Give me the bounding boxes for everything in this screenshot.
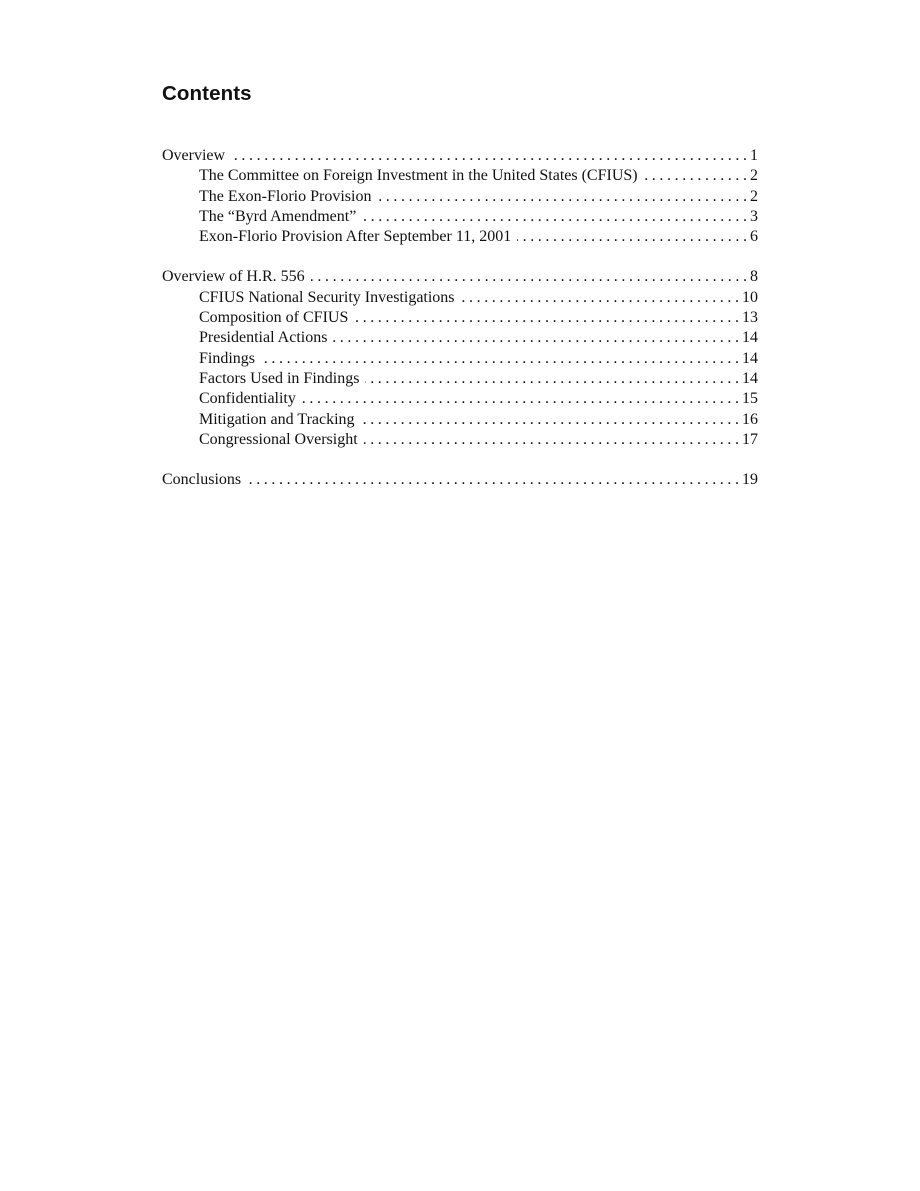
toc-section-overview-of-hr-556 [162,267,758,450]
toc-entry-title: Overview of H.R. 556 [162,268,305,286]
dot-leader [311,267,747,287]
toc-page-number: 8 [750,268,758,286]
dot-leader [361,410,739,430]
toc-entry[interactable] [162,267,758,287]
toc-entry[interactable] [162,470,758,490]
toc-subentry[interactable] [162,389,758,409]
toc-subentry-title: CFIUS National Security Investigations [199,288,455,306]
toc-subentry-title: The Exon-Florio Provision [199,187,372,205]
toc-entry-title: Overview [162,147,226,164]
toc-entry[interactable] [162,146,758,166]
toc-section-conclusions [162,470,758,490]
toc-subentry[interactable] [162,328,758,348]
toc-subentry[interactable] [162,227,758,247]
toc-subentry-title: Confidentiality [199,390,296,408]
dot-leader [377,187,747,207]
toc-page-number: 16 [742,410,758,428]
toc-subentry-title: Mitigation and Tracking [199,410,355,428]
toc-subentry[interactable] [162,410,758,430]
toc-subentry-title: The “Byrd Amendment” [199,207,357,225]
toc-subentry[interactable] [162,207,758,227]
dot-leader [362,207,747,227]
toc-page-number: 3 [750,207,758,225]
toc-page-number: 1 [750,147,758,164]
toc-subentry-title: Findings [199,349,256,367]
dot-leader [247,470,739,490]
toc-subentry-title: Congressional Oversight [199,430,358,448]
dot-leader [302,389,739,409]
toc-subentry[interactable] [162,349,758,369]
toc-entry-title: Conclusions [162,471,242,489]
dot-leader [261,349,739,369]
toc-subentry[interactable] [162,166,758,186]
dot-leader [461,288,739,308]
toc-subentry[interactable] [162,369,758,389]
dot-leader [364,430,739,450]
table-of-contents [162,146,758,510]
toc-page-number: 14 [742,369,758,387]
toc-page-number: 10 [742,288,758,306]
toc-page-number: 2 [750,167,758,185]
toc-page-number: 15 [742,390,758,408]
toc-page-number: 14 [742,349,758,367]
dot-leader [365,369,739,389]
toc-page-number: 17 [742,430,758,448]
toc-page-number: 14 [742,329,758,347]
toc-subentry[interactable] [162,430,758,450]
toc-page-number: 19 [742,471,758,489]
dot-leader [333,328,739,348]
toc-subentry-title: Composition of CFIUS [199,309,349,327]
toc-page-number: 13 [742,309,758,327]
toc-subentry-title: Presidential Actions [199,329,328,347]
toc-page-number: 2 [750,187,758,205]
toc-subentry[interactable] [162,308,758,328]
toc-subentry-title: Exon-Florio Provision After September 11, 2001 [199,228,512,246]
toc-page-number: 6 [750,228,758,246]
toc-section-overview [162,146,758,247]
dot-leader [644,166,747,186]
toc-subentry-title: The Committee on Foreign Investment in the United States (CFIUS) [199,167,638,185]
toc-subentry[interactable] [162,288,758,308]
page-title: Contents [162,82,252,105]
toc-subentry-title: Factors Used in Findings [199,369,360,387]
dot-leader [354,308,739,328]
toc-subentry[interactable] [162,187,758,207]
dot-leader [517,227,747,247]
dot-leader [231,146,747,166]
